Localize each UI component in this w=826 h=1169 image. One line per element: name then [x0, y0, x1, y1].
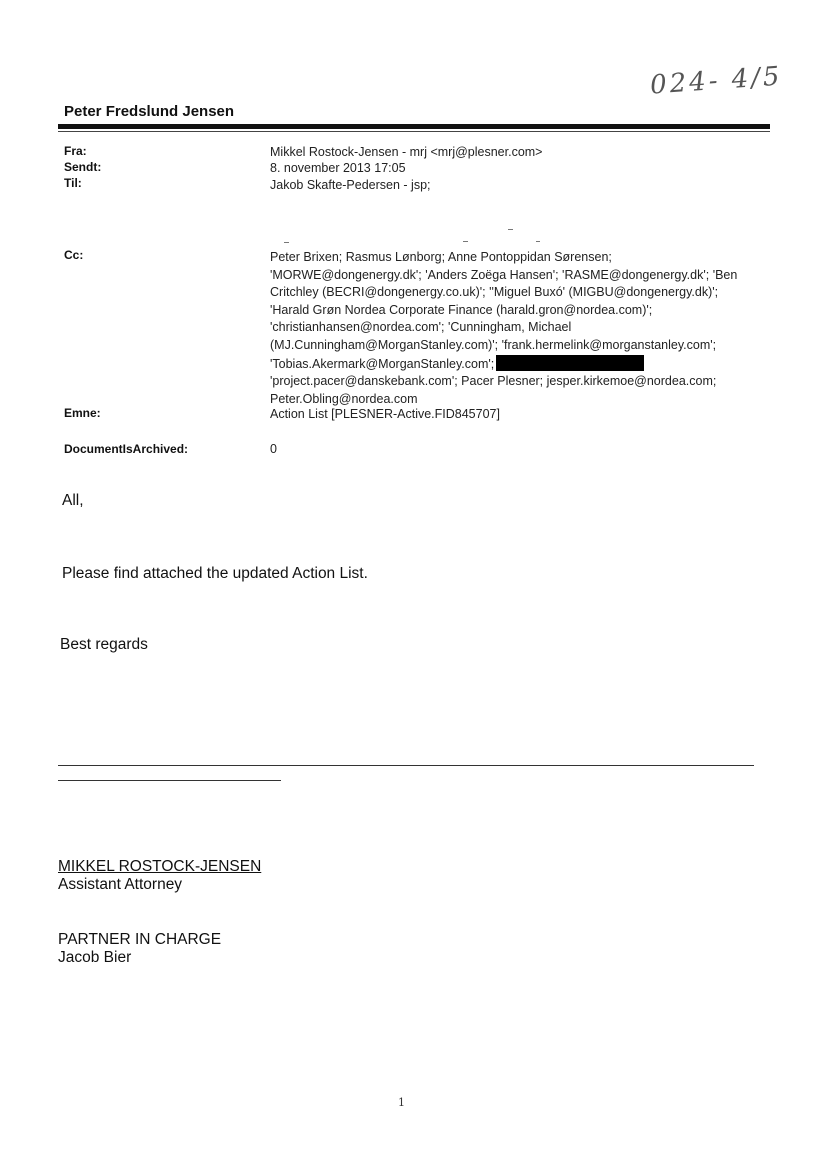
cc-line: [270, 355, 770, 374]
separator-rule: [58, 765, 754, 766]
partner-name: Jacob Bier: [58, 949, 132, 966]
from-value: Mikkel Rostock-Jensen - mrj <mrj@plesner.com>: [270, 145, 543, 159]
signature-title: Assistant Attorney: [58, 876, 183, 893]
header-rule-thin: [58, 131, 770, 132]
closing: Best regards: [60, 636, 148, 653]
archived-label: DocumentIsArchived:: [64, 442, 189, 456]
cc-line: 'Harald Grøn Nordea Corporate Finance (harald.gron@nordea.com)';: [270, 302, 653, 317]
from-label: Fra:: [64, 144, 87, 158]
scan-speck: [463, 241, 468, 242]
signature-name: MIKKEL ROSTOCK-JENSEN: [58, 858, 262, 875]
cc-line: 'MORWE@dongenergy.dk'; 'Anders Zoëga Hansen'; 'RASME@dongenergy.dk'; 'Ben: [270, 267, 738, 282]
cc-line: Peter.Obling@nordea.com: [270, 391, 418, 406]
sender-name: Peter Fredslund Jensen: [64, 103, 235, 120]
sent-label: Sendt:: [64, 160, 102, 174]
handwritten-note: 024- 4/5: [649, 61, 784, 101]
cc-recipients: [270, 249, 770, 408]
cc-label: Cc:: [64, 248, 84, 262]
header-rule: [58, 124, 770, 129]
scan-speck: [284, 242, 289, 243]
partner-label: PARTNER IN CHARGE: [58, 931, 222, 948]
scan-speck: [536, 241, 540, 242]
page-number: 1: [398, 1096, 405, 1109]
message-text: Please find attached the updated Action List.: [62, 565, 368, 582]
scan-speck: [508, 229, 513, 230]
cc-line: 'christianhansen@nordea.com'; 'Cunningham, Michael: [270, 320, 572, 335]
sent-value: 8. november 2013 17:05: [270, 161, 406, 175]
separator-rule-short: [58, 780, 281, 781]
archived-value: 0: [270, 442, 277, 456]
to-label: Til:: [64, 176, 82, 190]
cc-line-text: 'Tobias.Akermark@MorganStanley.com';: [270, 356, 495, 371]
redaction-block: [496, 355, 644, 371]
greeting: All,: [62, 492, 84, 509]
subject-label: Emne:: [64, 406, 101, 420]
cc-line: 'project.pacer@danskebank.com'; Pacer Plesner; jesper.kirkemoe@nordea.com;: [270, 374, 717, 389]
cc-line: Peter Brixen; Rasmus Lønborg; Anne Pontoppidan Sørensen;: [270, 250, 612, 264]
cc-line: Critchley (BECRI@dongenergy.co.uk)'; ''Miguel Buxó' (MIGBU@dongenergy.dk)';: [270, 285, 719, 300]
subject-value: Action List [PLESNER-Active.FID845707]: [270, 407, 500, 421]
cc-line: (MJ.Cunningham@MorganStanley.com)'; 'frank.hermelink@morganstanley.com';: [270, 337, 717, 352]
to-value: Jakob Skafte-Pedersen - jsp;: [270, 178, 431, 192]
